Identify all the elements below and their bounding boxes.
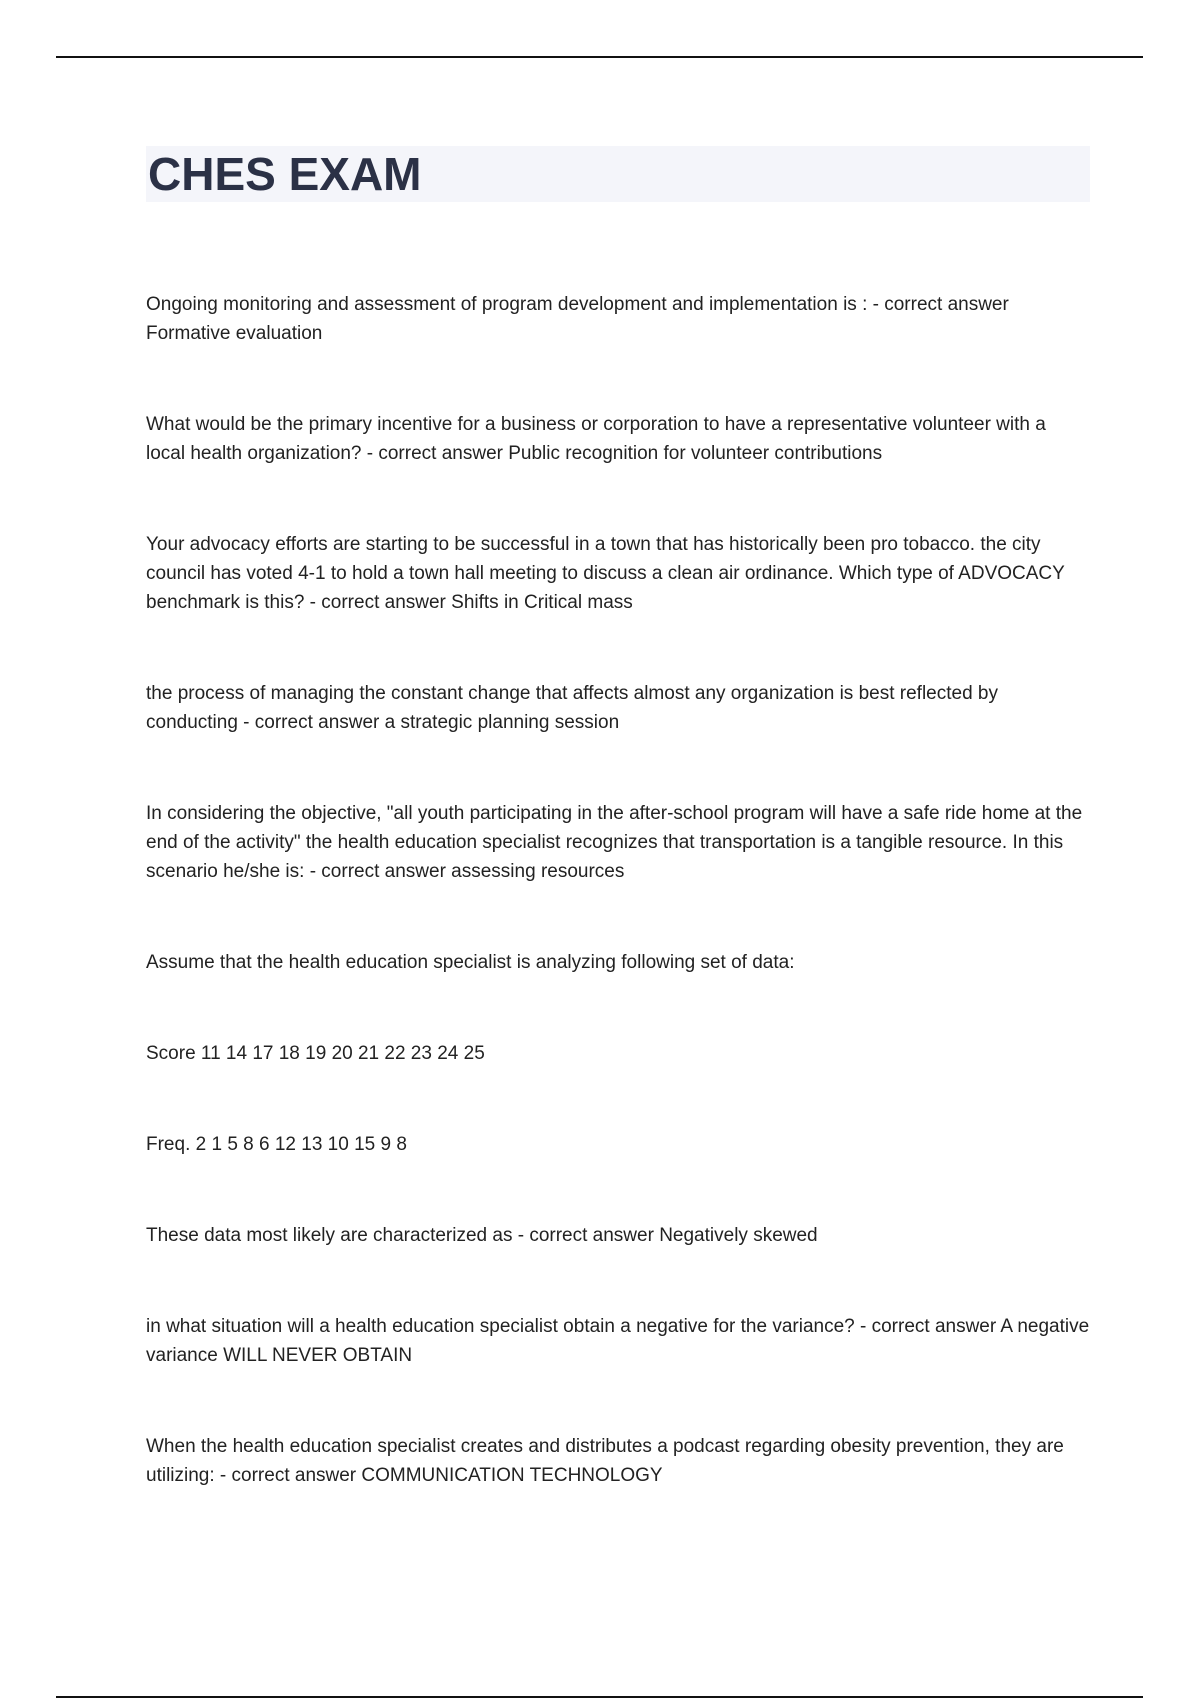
qa-item: In considering the objective, "all youth participating in the after-school program will have a safe ride home at the end of the activity" the health education specialist recognizes that transportation is a tangible resource. In this scenario he/she is: - correct answer assessing resources bbox=[146, 803, 1083, 882]
top-rule bbox=[56, 56, 1143, 58]
page-title: CHES EXAM bbox=[148, 148, 422, 200]
qa-item: Your advocacy efforts are starting to be successful in a town that has historically been pro tobacco. the city council has voted 4-1 to hold a town hall meeting to discuss a clean air ordinance. Which type of ADVOCACY benchmark is this? - correct answer Shifts in Critical mass bbox=[146, 534, 1065, 613]
dataset-intro: Assume that the health education specialist is analyzing following set of data: bbox=[146, 952, 795, 973]
title-band bbox=[146, 146, 1090, 202]
qa-item: Ongoing monitoring and assessment of program development and implementation is : - correct answer Formative evaluation bbox=[146, 294, 1009, 344]
qa-item: What would be the primary incentive for a business or corporation to have a representative volunteer with a local health organization? - correct answer Public recognition for volunteer contributions bbox=[146, 414, 1046, 464]
score-line: Score 11 14 17 18 19 20 21 22 23 24 25 bbox=[146, 1043, 485, 1064]
qa-item: in what situation will a health education specialist obtain a negative for the variance? - correct answer A negative variance WILL NEVER OBTAIN bbox=[146, 1316, 1090, 1366]
document-body bbox=[146, 290, 1090, 1490]
bottom-rule bbox=[56, 1696, 1143, 1698]
qa-item: the process of managing the constant change that affects almost any organization is best reflected by conducting - correct answer a strategic planning session bbox=[146, 683, 998, 733]
qa-item: When the health education specialist creates and distributes a podcast regarding obesity prevention, they are utilizing: - correct answer COMMUNICATION TECHNOLOGY bbox=[146, 1436, 1064, 1486]
freq-line: Freq. 2 1 5 8 6 12 13 10 15 9 8 bbox=[146, 1134, 407, 1155]
qa-item: These data most likely are characterized as - correct answer Negatively skewed bbox=[146, 1225, 818, 1246]
